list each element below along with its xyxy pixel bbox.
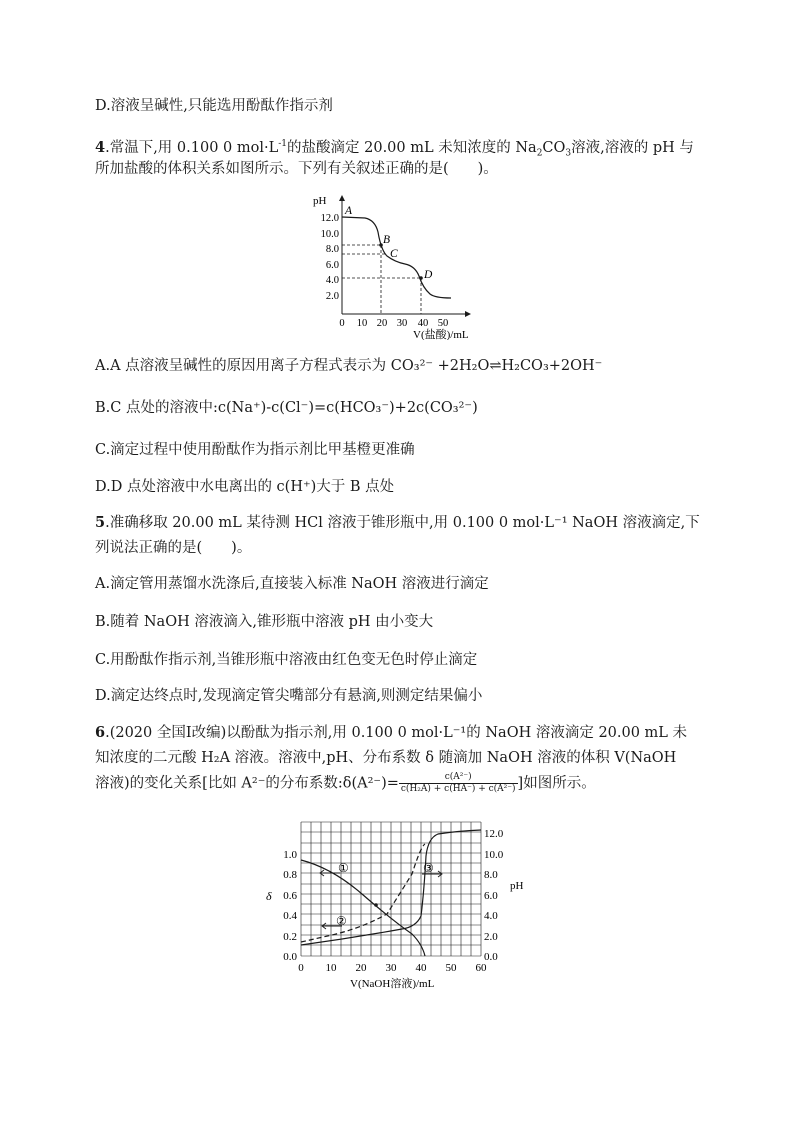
xtick: 10 [356,318,368,329]
q4-xlabel: V(盐酸)/mL [413,329,469,340]
q4-stem-line2: 所加盐酸的体积关系如图所示。下列有关叙述正确的是( )。 [95,161,498,177]
q5-option-d: D.滴定达终点时,发现滴定管尖嘴部分有悬滴,则测定结果偏小 [95,688,483,704]
q6-stem-line2: 知浓度的二元酸 H₂A 溶液。溶液中,pH、分布系数 δ 随滴加 NaOH 溶液的体积 V(NaOH [95,750,677,766]
point-d [419,276,423,280]
q6-number: 6 [95,724,106,741]
xtick: 20 [355,962,367,974]
q6-right-ticks [484,828,504,963]
label-3: ③ [423,861,434,875]
rtick: 10.0 [484,849,504,861]
q6-distribution-chart [262,816,532,994]
xtick: 40 [415,962,427,974]
rtick: 2.0 [484,931,498,943]
rtick: 8.0 [484,869,498,881]
xtick: 20 [376,318,388,329]
ltick: 0.2 [283,931,297,943]
ltick: 0.4 [283,910,297,922]
q4-titration-chart [305,192,480,340]
ytick: 10.0 [320,229,339,240]
q6-left-ticks [283,849,297,963]
q6-curve-labels [336,861,434,928]
q6-stem-line1: 6.(2020 全国Ⅰ改编)以酚酞为指示剂,用 0.100 0 mol·L⁻¹的 NaOH 溶液滴定 20.00 mL 未 [95,724,688,741]
q4-option-b: B.C 点处的溶液中:c(Na⁺)-c(Cl⁻)=c(HCO₃⁻)+2c(CO₃²⁻) [95,400,478,416]
q5-stem-line1: 5.准确移取 20.00 mL 某待测 HCl 溶液于锥形瓶中,用 0.100 0 mol·L⁻¹ NaOH 溶液滴定,下 [95,514,700,531]
xtick: 10 [325,962,337,974]
label-a: A [345,205,353,217]
q4-option-d: D.D 点处溶液中水电离出的 c(H⁺)大于 B 点处 [95,479,395,495]
curve-2 [301,844,425,942]
xtick: 50 [437,318,449,329]
ytick: 8.0 [325,244,339,255]
label-d: D [424,269,433,281]
ltick: 0.8 [283,869,297,881]
q5-option-a: A.滴定管用蒸馏水洗涤后,直接装入标准 NaOH 溶液进行滴定 [95,576,489,592]
q3-option-d: D.溶液呈碱性,只能选用酚酞作指示剂 [95,98,333,114]
q5-option-c: C.用酚酞作指示剂,当锥形瓶中溶液由红色变无色时停止滴定 [95,652,478,668]
q4-ylabel: pH [313,195,327,207]
xtick: 0 [339,318,345,329]
rtick: 0.0 [484,951,498,963]
rtick: 6.0 [484,890,498,902]
xtick: 30 [396,318,408,329]
label-b: B [383,234,391,246]
ytick: 6.0 [325,260,339,271]
ytick: 2.0 [325,291,339,302]
xtick: 50 [445,962,457,974]
q4-guides [342,245,421,314]
q4-point-labels [344,205,433,281]
label-2: ② [336,914,347,928]
q6-xlabel: V(NaOH溶液)/mL [350,978,435,990]
ytick: 4.0 [325,275,339,286]
xtick: 40 [417,318,429,329]
ytick: 12.0 [320,213,339,224]
q5-number: 5 [95,514,106,531]
ltick: 0.6 [283,890,297,902]
q4-yticks [321,213,339,302]
ltick: 0.0 [283,951,297,963]
ltick: 1.0 [283,849,297,861]
label-1: ① [338,861,349,875]
curve-1 [301,860,425,956]
q6-left-label: δ [266,889,272,903]
q4-option-a: A.A 点溶液呈碱性的原因用离子方程式表示为 CO₃²⁻ +2H₂O⇌H₂CO₃+2OH⁻ [95,358,603,374]
q5-option-b: B.随着 NaOH 溶液滴入,锥形瓶中溶液 pH 由小变大 [95,614,434,630]
xtick: 60 [475,962,487,974]
q6-xticks [298,962,487,974]
q4-stem-line1: 4.常温下,用 0.100 0 $mol\cdot L^{-1}$的盐酸滴定 20.00 mL 未知浓度的 $Na_2CO_3$溶液,溶液的 pH 与 [95,138,694,159]
label-c: C [390,248,398,260]
rtick: 4.0 [484,910,498,922]
q4-number: 4 [95,138,106,156]
intersection-point [374,903,378,907]
rtick: 12.0 [484,828,504,840]
q5-stem-line2: 列说法正确的是( )。 [95,540,252,556]
distribution-fraction: $\frac{\text{c(A²⁻)}}{\text{c(H₂A) + c(HA⁻) + c(A²⁻)}}$ [400,772,516,794]
q4-option-c: C.滴定过程中使用酚酞作为指示剂比甲基橙更准确 [95,442,415,458]
q6-right-label: pH [510,880,524,892]
q6-stem-line3: 溶液)的变化关系[比如 A²⁻的分布系数:δ(A²⁻)= $\frac{\text{c(A²⁻)}}{\text{c(H₂A) + c(HA⁻) + c(A²⁻)}}$ ]如图所示。 [95,772,596,794]
xtick: 30 [385,962,397,974]
q4-xticks [339,318,448,329]
xtick: 0 [298,962,304,974]
